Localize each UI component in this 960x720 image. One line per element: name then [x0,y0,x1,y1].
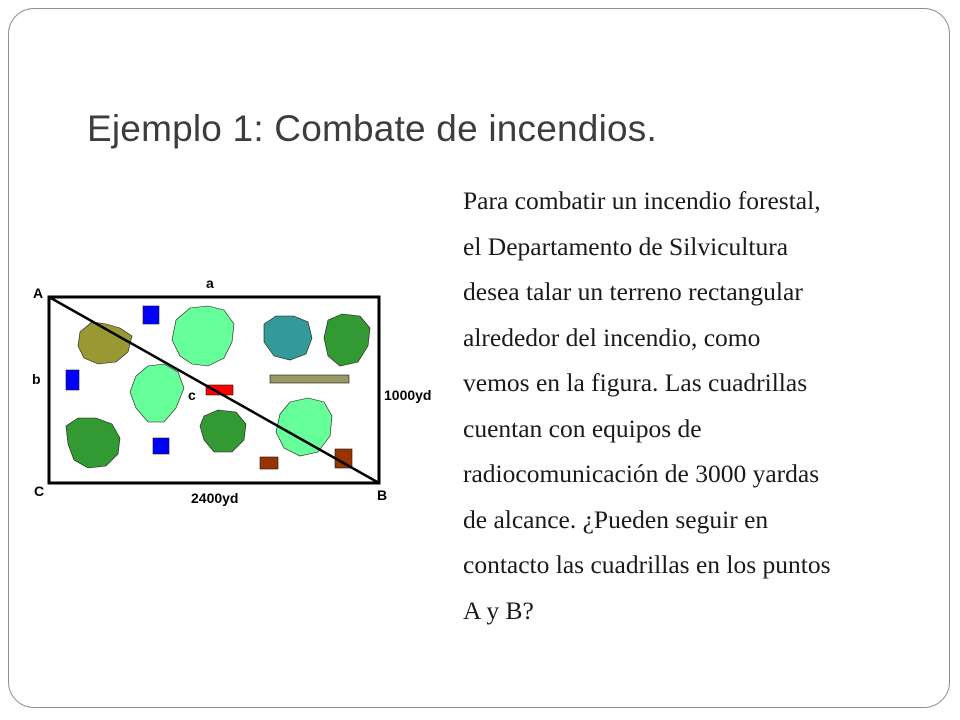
point-c-label: C [34,483,45,499]
light-green-patch-center [130,364,184,422]
body-text [463,178,945,633]
blue-marker-bottom [153,438,169,454]
teal-patch [264,316,312,360]
side-a-label: a [206,275,214,291]
fire-area-diagram [28,262,448,512]
blue-marker-top [143,306,159,324]
brown-marker-bottom [260,457,278,469]
body-line: desea talar un terreno rectangular [463,277,803,306]
point-c-inner-label: c [188,387,196,403]
body-line: cuentan con equipos de [463,413,702,443]
body-line: de alcance. ¿Pueden seguir en [463,504,769,534]
point-a-label: A [33,285,44,301]
body-line: A y B? [463,595,534,625]
body-line: alrededor del incendio, como [463,322,761,352]
body-line: contacto las cuadrillas en los puntos [463,550,831,579]
dark-green-patch-center [200,410,246,452]
slide-title: Ejemplo 1: Combate de incendios. [87,108,657,149]
blue-marker-left [66,370,79,390]
body-line: el Departamento de Silvicultura [463,231,789,261]
width-label: 2400yd [191,490,239,506]
point-b-label: B [377,487,388,503]
height-label: 1000yd [384,387,432,403]
body-line: radiocomunicación de 3000 yardas [463,459,820,488]
light-green-patch-right [276,398,332,456]
body-line: Para combatir un incendio forestal, [463,186,821,215]
light-green-patch-top [172,306,234,366]
dark-green-patch-top-right [324,314,370,366]
body-line: vemos en la figura. Las cuadrillas [463,368,808,397]
side-b-label: b [32,371,41,387]
dark-green-patch-bottom-left [66,418,120,468]
khaki-bar [270,375,349,383]
